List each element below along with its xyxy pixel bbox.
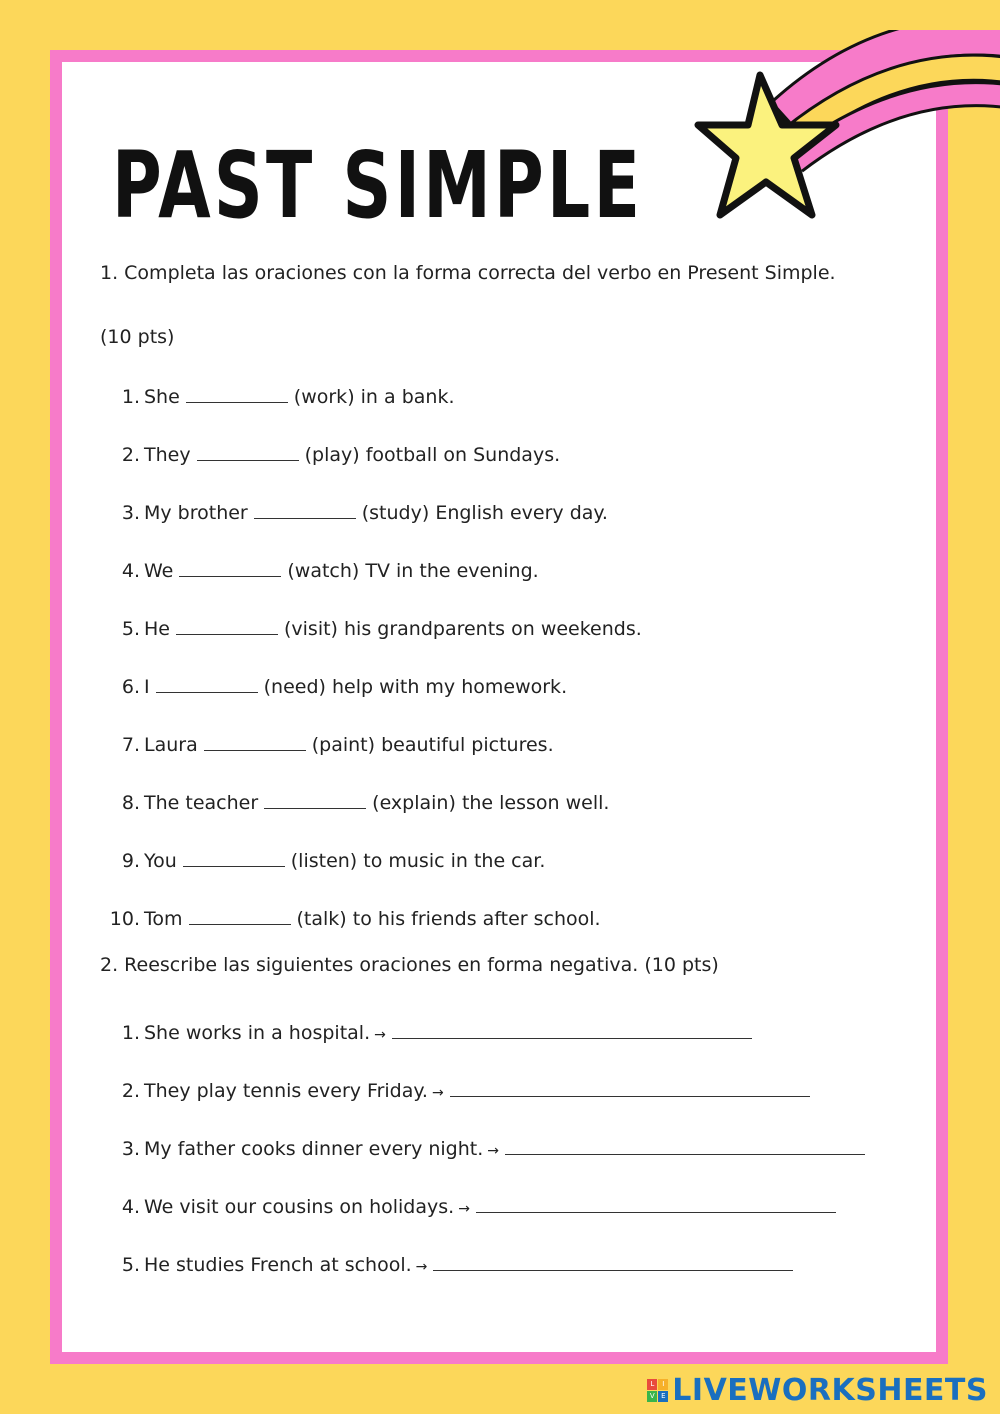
shooting-star-icon <box>690 30 1000 240</box>
item-verb-hint: (paint) <box>311 734 376 756</box>
item-rest: the lesson well. <box>461 792 610 814</box>
exercise1-item <box>100 558 539 582</box>
answer-blank[interactable] <box>183 848 285 867</box>
answer-line[interactable] <box>392 1020 752 1039</box>
answer-blank[interactable] <box>179 558 281 577</box>
item-rest: in a bank. <box>360 386 455 408</box>
exercise2-item <box>100 1194 836 1218</box>
arrow-icon: → <box>458 1201 470 1217</box>
item-sentence: We visit our cousins on holidays. <box>144 1196 455 1218</box>
exercise1-item <box>100 500 608 524</box>
arrow-icon: → <box>431 1085 444 1101</box>
answer-blank[interactable] <box>156 674 258 693</box>
item-verb-hint: (talk) <box>296 908 347 930</box>
liveworksheets-mark-icon <box>647 1379 668 1402</box>
brand-mark-e: E <box>658 1391 668 1402</box>
answer-blank[interactable] <box>186 384 288 403</box>
item-rest: football on Sundays. <box>365 444 561 466</box>
answer-line[interactable] <box>433 1252 793 1271</box>
item-rest: beautiful pictures. <box>381 734 554 756</box>
item-number: 1. <box>121 386 140 408</box>
answer-line[interactable] <box>476 1194 836 1213</box>
liveworksheets-logo <box>647 1372 988 1408</box>
item-sentence: He studies French at school. <box>144 1254 412 1276</box>
answer-blank[interactable] <box>197 442 299 461</box>
item-sentence: They play tennis every Friday. <box>144 1080 428 1102</box>
item-sentence: She works in a hospital. <box>144 1022 371 1044</box>
answer-blank[interactable] <box>254 500 356 519</box>
exercise2-item <box>100 1136 865 1160</box>
worksheet-frame <box>50 50 948 1364</box>
section1-instruction: 1. Completa las oraciones con la forma correcta del verbo en Present Simple. <box>100 262 836 284</box>
answer-line[interactable] <box>505 1136 865 1155</box>
exercise1-item <box>100 790 609 814</box>
item-number: 2. <box>121 1080 140 1102</box>
item-number: 9. <box>121 850 140 872</box>
section1-points: (10 pts) <box>100 326 175 348</box>
section2-instruction: 2. Reescribe las siguientes oraciones en forma negativa. (10 pts) <box>100 954 719 976</box>
item-number: 5. <box>121 618 140 640</box>
item-number: 1. <box>121 1022 140 1044</box>
page-title: PAST SIMPLE <box>112 132 644 239</box>
item-number: 7. <box>121 734 140 756</box>
item-number: 10. <box>109 908 140 930</box>
item-sentence: My father cooks dinner every night. <box>144 1138 484 1160</box>
brand-mark-i: I <box>658 1379 668 1390</box>
brand-name: LIVEWORKSHEETS <box>672 1372 988 1408</box>
item-number: 8. <box>121 792 140 814</box>
exercise2-item <box>100 1252 793 1276</box>
item-verb-hint: (watch) <box>287 560 360 582</box>
item-number: 6. <box>121 676 140 698</box>
brand-mark-v: V <box>647 1391 657 1402</box>
item-number: 4. <box>121 1196 140 1218</box>
item-number: 2. <box>121 444 140 466</box>
item-verb-hint: (study) <box>361 502 430 524</box>
item-rest: help with my homework. <box>331 676 568 698</box>
item-subject: Tom <box>144 908 183 930</box>
item-subject: She <box>144 386 180 408</box>
item-subject: He <box>144 618 170 640</box>
item-verb-hint: (need) <box>263 676 326 698</box>
item-rest: TV in the evening. <box>365 560 539 582</box>
item-rest: to his friends after school. <box>352 908 601 930</box>
item-verb-hint: (explain) <box>372 792 456 814</box>
exercise2-item <box>100 1020 752 1044</box>
item-verb-hint: (work) <box>293 386 355 408</box>
exercise1-item <box>100 848 545 872</box>
item-verb-hint: (play) <box>304 444 360 466</box>
item-subject: I <box>144 676 150 698</box>
answer-blank[interactable] <box>204 732 306 751</box>
item-rest: to music in the car. <box>363 850 546 872</box>
item-number: 5. <box>121 1254 140 1276</box>
brand-mark-l: L <box>647 1379 657 1390</box>
exercise1-item <box>100 616 642 640</box>
item-subject: They <box>144 444 191 466</box>
item-verb-hint: (listen) <box>290 850 358 872</box>
item-subject: You <box>144 850 177 872</box>
item-subject: My brother <box>144 502 248 524</box>
answer-blank[interactable] <box>189 906 291 925</box>
item-verb-hint: (visit) <box>283 618 338 640</box>
exercise1-item <box>100 674 567 698</box>
item-rest: his grandparents on weekends. <box>344 618 642 640</box>
item-rest: English every day. <box>435 502 608 524</box>
exercise2-item <box>100 1078 810 1102</box>
item-subject: The teacher <box>144 792 259 814</box>
item-number: 3. <box>121 1138 140 1160</box>
arrow-icon: → <box>487 1143 500 1159</box>
item-subject: Laura <box>144 734 198 756</box>
item-number: 4. <box>121 560 140 582</box>
answer-blank[interactable] <box>176 616 278 635</box>
item-subject: We <box>144 560 174 582</box>
answer-line[interactable] <box>450 1078 810 1097</box>
arrow-icon: → <box>415 1259 428 1275</box>
item-number: 3. <box>121 502 140 524</box>
exercise1-item <box>100 442 560 466</box>
exercise1-item <box>100 384 455 408</box>
exercise1-item <box>100 732 554 756</box>
exercise1-item <box>100 906 601 930</box>
answer-blank[interactable] <box>264 790 366 809</box>
arrow-icon: → <box>374 1027 386 1043</box>
